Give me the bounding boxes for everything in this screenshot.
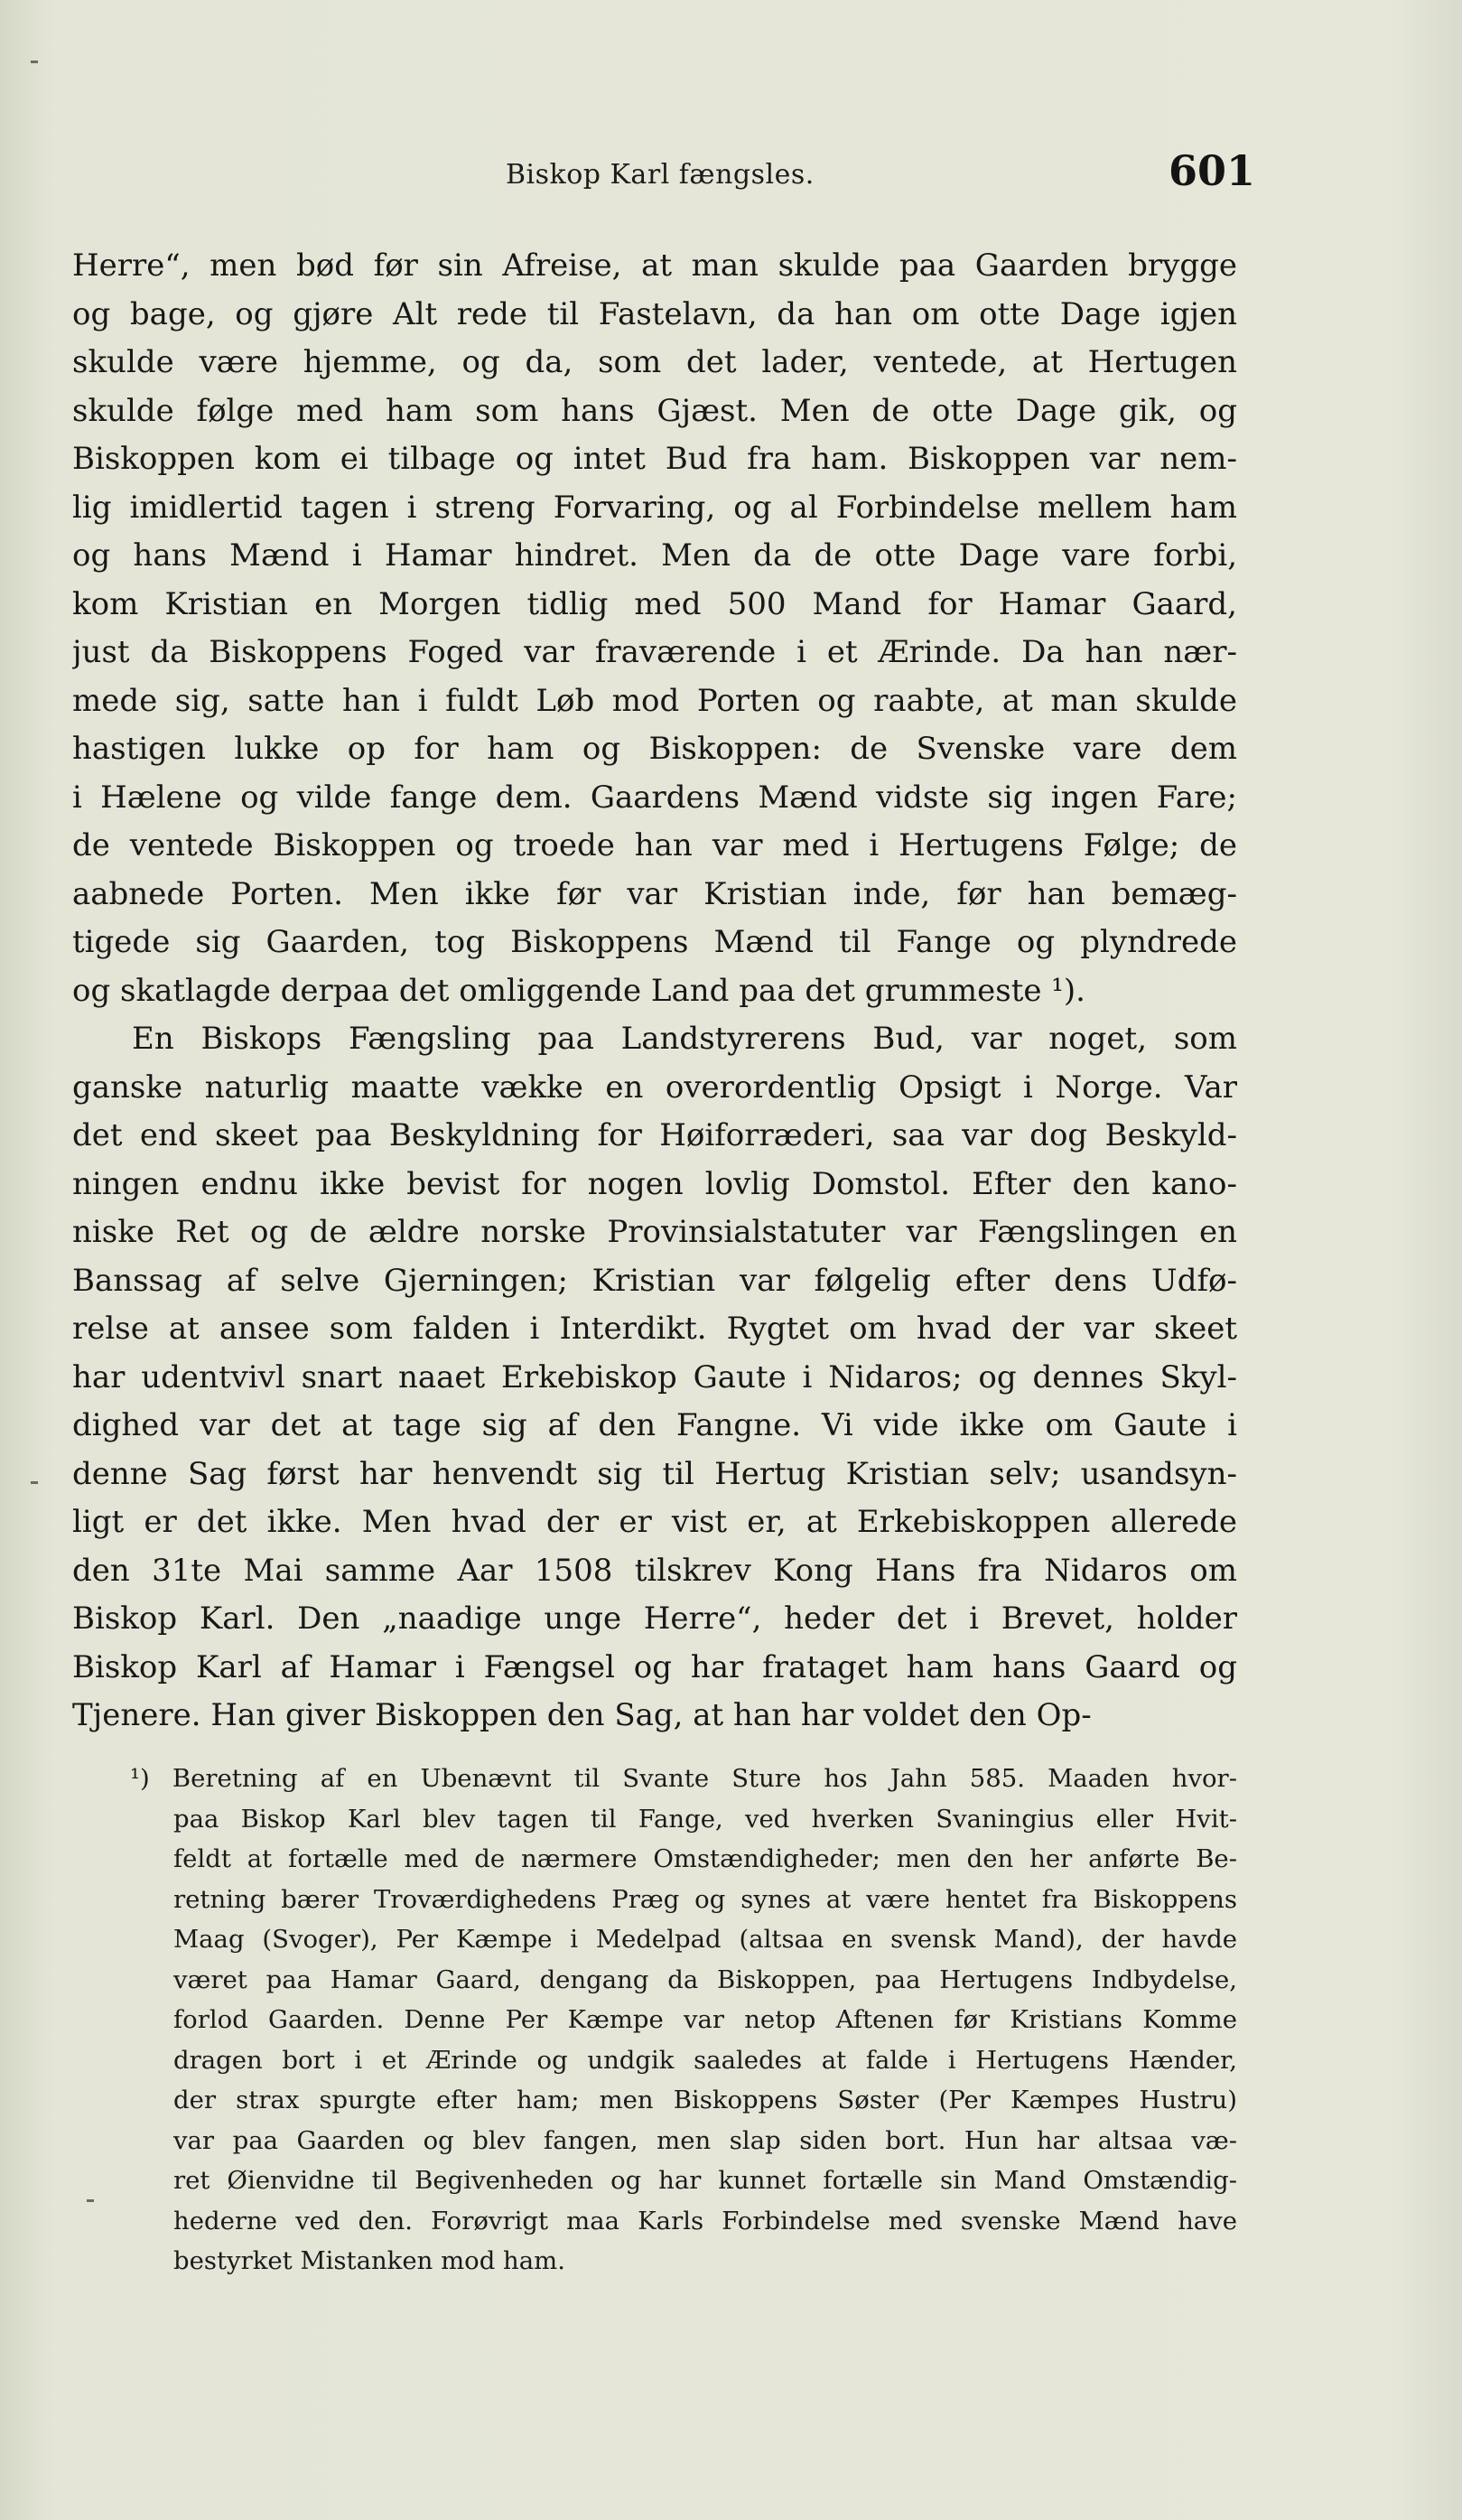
footnote-line: forlod Gaarden. Denne Per Kæmpe var netop Aftenen før Kristians Komme	[173, 2005, 1237, 2034]
running-title: Biskop Karl fængsles.	[506, 159, 815, 191]
text-line: mede sig, satte han i fuldt Løb mod Porten og raabte, at man skulde	[72, 682, 1237, 719]
text-line: just da Biskoppens Foged var fraværende i et Ærinde. Da han nær-	[72, 634, 1237, 670]
footnote-line: feldt at fortælle med de nærmere Omstændigheder; men den her anførte Be-	[173, 1844, 1237, 1873]
footnote-line: været paa Hamar Gaard, dengang da Biskoppen, paa Hertugens Indbydelse,	[173, 1965, 1237, 1994]
text-line: og hans Mænd i Hamar hindret. Men da de otte Dage vare forbi,	[72, 537, 1237, 574]
text-line: den 31te Mai samme Aar 1508 tilskrev Kong Hans fra Nidaros om	[72, 1552, 1237, 1589]
text-line: hastigen lukke op for ham og Biskoppen: de Svenske vare dem	[72, 731, 1237, 767]
text-line: lig imidlertid tagen i streng Forvaring, og al Forbindelse mellem ham	[72, 489, 1237, 526]
stray-ink-mark	[31, 1481, 38, 1484]
footnote-line: hederne ved den. Forøvrigt maa Karls Forbindelse med svenske Mænd have	[173, 2206, 1237, 2235]
text-line: Biskop Karl. Den „naadige unge Herre“, heder det i Brevet, holder	[72, 1601, 1237, 1637]
text-line: denne Sag først har henvendt sig til Hertug Kristian selv; usandsyn-	[72, 1455, 1237, 1492]
text-line: aabnede Porten. Men ikke før var Kristian inde, før han bemæg-	[72, 875, 1237, 912]
text-line: det end skeet paa Beskyldning for Høiforræderi, saa var dog Beskyld-	[72, 1117, 1237, 1153]
footnote-line: paa Biskop Karl blev tagen til Fange, ved hverken Svaningius eller Hvit-	[173, 1804, 1237, 1834]
footnote-line: Maag (Svoger), Per Kæmpe i Medelpad (altsaa en svensk Mand), der havde	[173, 1925, 1237, 1954]
text-line: niske Ret og de ældre norske Provinsialstatuter var Fængslingen en	[72, 1214, 1237, 1250]
footnote-line: dragen bort i et Ærinde og undgik saaledes at falde i Hertugens Hænder,	[173, 2045, 1237, 2075]
text-line: ganske naturlig maatte vække en overordentlig Opsigt i Norge. Var	[72, 1069, 1237, 1106]
stray-ink-mark	[31, 61, 38, 63]
text-line: dighed var det at tage sig af den Fangne. Vi vide ikke om Gaute i	[72, 1407, 1237, 1443]
text-line: skulde være hjemme, og da, som det lader, ventede, at Hertugen	[72, 344, 1237, 380]
text-line: skulde følge med ham som hans Gjæst. Men de otte Dage gik, og	[72, 392, 1237, 429]
text-line: relse at ansee som falden i Interdikt. Rygtet om hvad der var skeet	[72, 1311, 1237, 1347]
footnote-line: retning bærer Troværdighedens Præg og synes at være hentet fra Biskoppens	[173, 1884, 1237, 1914]
text-line: i Hælene og vilde fange dem. Gaardens Mænd vidste sig ingen Fare;	[72, 779, 1237, 816]
text-line: tigede sig Gaarden, tog Biskoppens Mænd til Fange og plyndrede	[72, 924, 1237, 960]
text-line: kom Kristian en Morgen tidlig med 500 Mand for Hamar Gaard,	[72, 585, 1237, 622]
text-line: ligt er det ikke. Men hvad der er vist er, at Erkebiskoppen allerede	[72, 1504, 1237, 1540]
text-line: Herre“, men bød før sin Afreise, at man skulde paa Gaarden brygge	[72, 247, 1237, 284]
text-line: Banssag af selve Gjerningen; Kristian var følgelig efter dens Udfø-	[72, 1262, 1237, 1299]
text-line: har udentvivl snart naaet Erkebiskop Gaute i Nidaros; og dennes Skyl-	[72, 1358, 1237, 1395]
text-line: Tjenere. Han giver Biskoppen den Sag, at han har voldet den Op-	[72, 1697, 1092, 1733]
text-line: ningen endnu ikke bevist for nogen lovlig Domstol. Efter den kano-	[72, 1165, 1237, 1202]
main-text	[72, 242, 1237, 1741]
footnote-block	[72, 1759, 1237, 2282]
footnote-line: bestyrket Mistanken mod ham.	[173, 2246, 565, 2275]
page-header	[0, 146, 1462, 201]
text-line: En Biskops Fængsling paa Landstyrerens Bud, var noget, som	[132, 1021, 1237, 1057]
footnote-line: der strax spurgte efter ham; men Biskoppens Søster (Per Kæmpes Hustru)	[173, 2086, 1237, 2114]
text-line: de ventede Biskoppen og troede han var med i Hertugens Følge; de	[72, 827, 1237, 863]
text-line: og skatlagde derpaa det omliggende Land paa det grummeste ¹).	[72, 972, 1085, 1009]
text-line: Biskop Karl af Hamar i Fængsel og har frataget ham hans Gaard og	[72, 1648, 1237, 1685]
text-line: Biskoppen kom ei tilbage og intet Bud fra ham. Biskoppen var nem-	[72, 441, 1237, 477]
text-line: og bage, og gjøre Alt rede til Fastelavn, da han om otte Dage igjen	[72, 295, 1237, 332]
footnote-line: ret Øienvidne til Begivenheden og har kunnet fortælle sin Mand Omstændig-	[173, 2166, 1237, 2195]
footnote-line: var paa Gaarden og blev fangen, men slap siden bort. Hun har altsaa væ-	[173, 2125, 1237, 2155]
page-number: 601	[1169, 146, 1256, 195]
footnote-line: ¹) Beretning af en Ubenævnt til Svante Sture hos Jahn 585. Maaden hvor-	[130, 1764, 1237, 1793]
